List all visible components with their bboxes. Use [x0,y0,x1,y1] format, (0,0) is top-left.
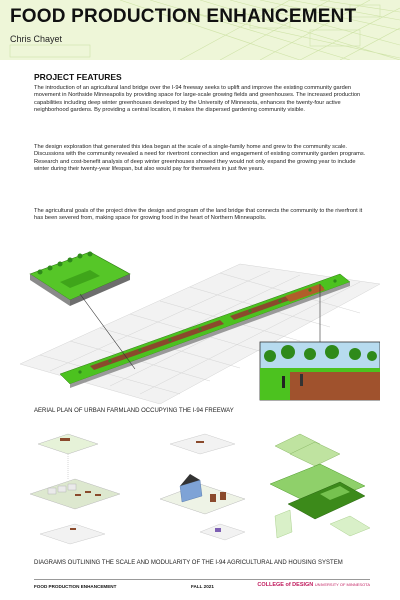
page-title: FOOD PRODUCTION ENHANCEMENT [10,6,357,27]
scale-diagrams [20,424,380,554]
college-name: COLLEGE of DESIGN [257,582,314,588]
diagrams-caption: DIAGRAMS OUTLINING THE SCALE AND MODULARITY OF THE I-94 AGRICULTURAL AND HOUSING SYSTEM [34,560,343,566]
diagram-bridge-system [270,434,370,538]
aerial-plan-illustration [20,244,380,404]
diagram-home-scale [30,434,120,544]
college-logo [257,582,370,588]
paragraph-exploration: The design exploration that generated this idea began at the scale of a single-family home and grew to the community scale. Discussions with the community revealed a need for rivertront connection and engagement of existing community garden programs. Research and cost-benefit analysis of deep winter greenhouses showed they would not only expand the growing year to include winter during their twenty-year lifespan, but also would pay for themselves in just five years. [34,144,366,173]
footer-rule [34,579,370,580]
footer-term: FALL 2021 [191,584,214,589]
footer [34,582,370,592]
author-name: Chris Chayet [10,34,63,44]
paragraph-goals: The agricultural goals of the project drive the design and program of the land bridge that connects the community to the riverfront it has been severed from, making space for growing food in the heart of Northern Minneapolis. [34,208,363,222]
footer-project-title: FOOD PRODUCTION ENHANCEMENT [34,584,117,589]
university-name: UNIVERSITY OF MINNESOTA [314,582,370,587]
section-heading: PROJECT FEATURES [34,72,122,82]
diagram-house-module [160,434,245,540]
paragraph-intro: The introduction of an agricultural land bridge over the I-94 freeway seeks to uplift and improve the existing community garden movement in Northside Minneapolis by providing space for large-scale growing fields and greenhouses. The increased production capabilities including deep winter greenhouses developed by the University of Minnesota, enhances the twenty-four active neighborhood gardens. By providing a central location, it makes the dispersed gardening community visible. [34,85,361,114]
aerial-caption: AERIAL PLAN OF URBAN FARMLAND OCCUPYING THE I-94 FREEWAY [34,408,234,414]
header-banner [0,0,400,60]
